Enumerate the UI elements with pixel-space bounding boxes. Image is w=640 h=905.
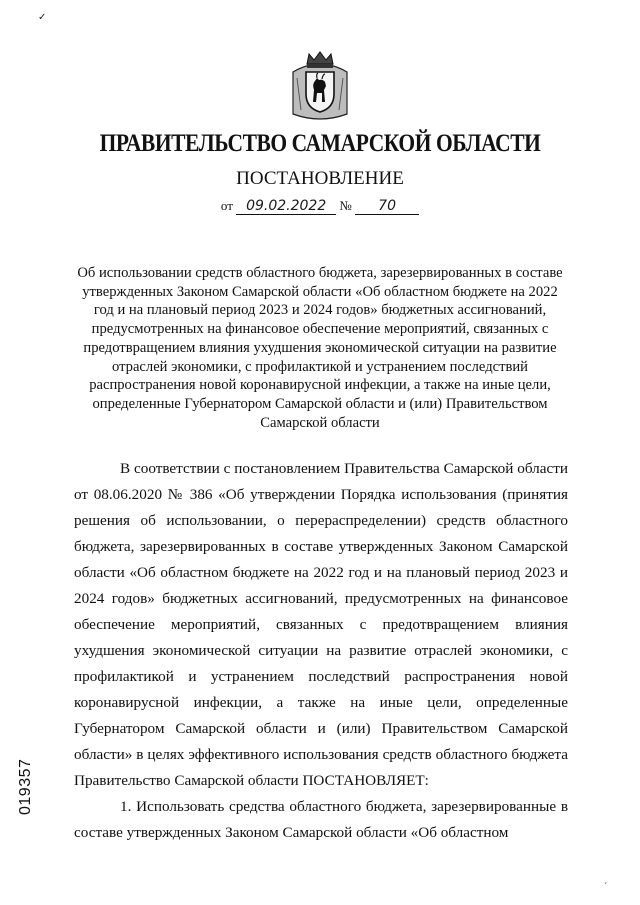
coat-of-arms-icon: [289, 50, 351, 124]
government-title: ПРАВИТЕЛЬСТВО САМАРСКОЙ ОБЛАСТИ: [99, 130, 541, 157]
registration-number-stamp: 019357: [17, 758, 34, 815]
date-value: 09.02.2022: [236, 198, 336, 215]
number-value: 70: [355, 198, 419, 215]
document-type: ПОСТАНОВЛЕНИЕ: [236, 168, 404, 189]
date-prefix: от: [220, 198, 233, 213]
date-number-line: [0, 198, 640, 215]
scan-mark-bottom: ´: [604, 882, 608, 893]
item-1-paragraph: 1. Использовать средства областного бюджета, зарезервированные в составе утвержденных Законом Самарской области «Об областном: [74, 798, 568, 841]
document-body: [74, 456, 568, 846]
number-prefix: №: [339, 198, 352, 213]
scan-mark-top: ✓: [38, 12, 47, 23]
preamble-paragraph: В соответствии с постановлением Правительства Самарской области от 08.06.2020 № 386 «Об утверждении Порядка использования (принятия решения об использовании, о перераспределении) средств областного бюджета, зарезервированных в составе утвержденных Законом Самарской области «Об областном бюджете на 2022 год и на плановый период 2023 и 2024 годов» бюджетных ассигнований, предусмотренных на финансовое обеспечение мероприятий, связанных с предотвращением влияния ухудшения экономической ситуации на развитие отраслей экономики, с профилактикой и устранением последствий распространения новой коронавирусной инфекции, а также на иные цели, определенные Губернатором Самарской области и (или) Правительством Самарской области» в целях эффективного использования средств областного бюджета Правительство Самарской области ПОСТАНОВЛЯЕТ:: [74, 460, 568, 789]
decree-subject: Об использовании средств областного бюджета, зарезервированных в составе утвержденных Законом Самарской области «Об областном бюджете на 2022 год и на плановый период 2023 и 2024 годов» бюджетных ассигнований, предусмотренных на финансовое обеспечение мероприятий, связанных с предотвращением влияния ухудшения экономической ситуации на развитие отраслей экономики, с профилактикой и устранением последствий распространения новой коронавирусной инфекции, а также на иные цели, определенные Губернатором Самарской области и (или) Правительством Самарской области: [77, 265, 563, 431]
